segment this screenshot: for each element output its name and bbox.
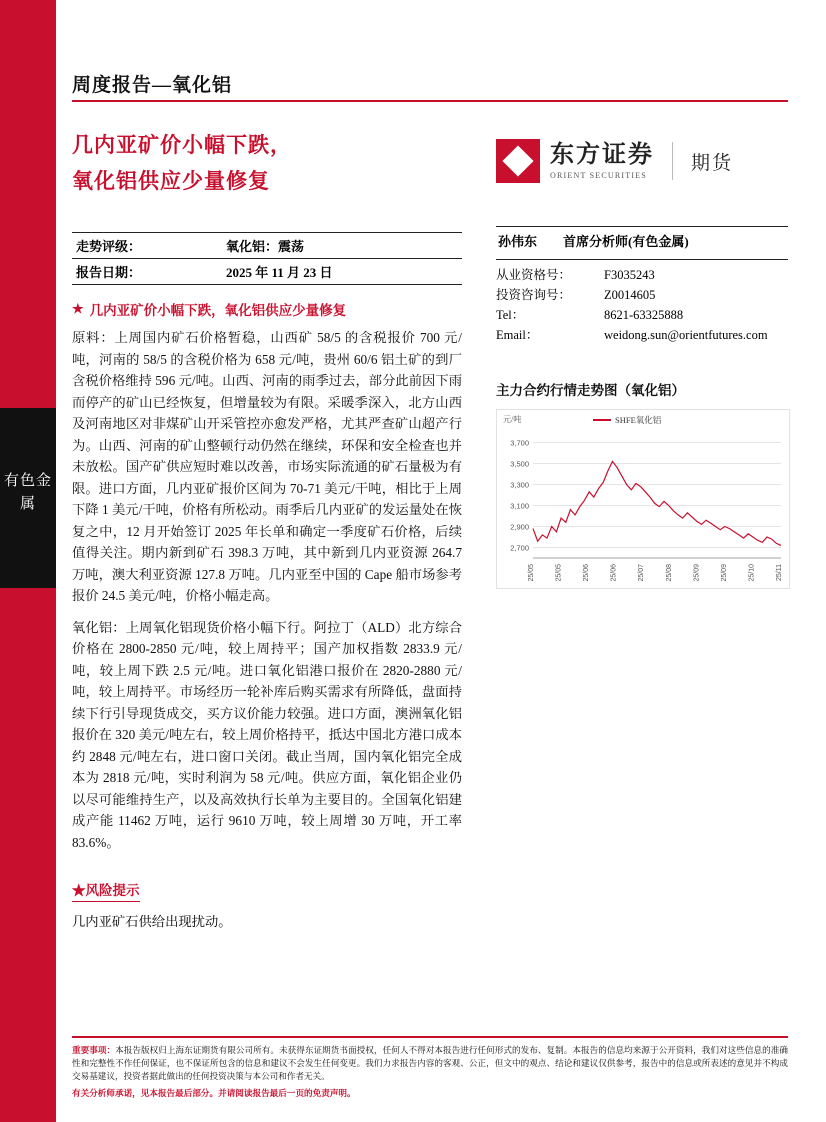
section-heading-label: 几内亚矿价小幅下跌，氧化铝供应少量修复	[89, 303, 347, 318]
tel-key: Tel：	[496, 308, 525, 322]
svg-text:25/09: 25/09	[720, 564, 728, 582]
report-header	[72, 70, 788, 97]
disclaimer-body: 本报告版权归上海东证期货有限公司所有。未获得东证期货书面授权，任何人不得对本报告进行任何形式的发布、复制。本报告的信息均来源于公开资料，我们对这些信息的准确性和完整性不作任何保证，也不保证所包含的信息和建议不会发生任何变更。我们力求报告内容的客观、公正，但文中的观点、结论和建议仅供参考，报告中的信息或所表述的意见并不构成交易基建议，投资者据此做出的任何投资决策与本公司和作者无关。	[72, 1045, 788, 1081]
risk-body: 几内亚矿石供给出现扰动。	[72, 914, 232, 929]
risk-heading: ★风险提示	[72, 879, 140, 902]
disclaimer	[72, 1044, 788, 1100]
svg-text:25/07: 25/07	[638, 564, 646, 582]
consult-key: 投资咨询号：	[496, 288, 572, 302]
svg-text:3,700: 3,700	[510, 438, 529, 448]
svg-text:25/11: 25/11	[776, 564, 783, 581]
section-body	[72, 327, 462, 853]
legend-label: SHFE氧化铝	[615, 415, 662, 425]
header-divider	[72, 100, 788, 102]
table-row	[72, 233, 462, 259]
star-icon: ★	[72, 301, 84, 316]
chart-canvas	[497, 410, 789, 588]
svg-text:2,700: 2,700	[510, 543, 529, 553]
breadcrumb: 周度报告—氧化铝	[72, 75, 233, 96]
chart-unit-label: 元/吨	[503, 415, 522, 424]
list-item	[496, 325, 788, 345]
svg-text:25/09: 25/09	[693, 564, 701, 582]
list-item	[496, 305, 788, 325]
email-value[interactable]: weidong.sun@orientfutures.com	[604, 328, 768, 342]
meta-value-rating: 氧化铝：震荡	[226, 239, 305, 254]
email-key: Email：	[496, 328, 539, 342]
svg-text:25/06: 25/06	[583, 564, 591, 582]
disclaimer-last-line: 有关分析师承诺，见本报告最后部分。并请阅读报告最后一页的免责声明。	[72, 1088, 356, 1098]
table-row	[72, 259, 462, 284]
svg-text:25/05: 25/05	[528, 564, 535, 582]
analyst-details	[496, 260, 788, 345]
sidebar-category-block	[0, 408, 56, 588]
qual-value: F3035243	[604, 268, 655, 282]
brand-name-cn: 东方证券	[550, 142, 654, 168]
svg-text:3,500: 3,500	[510, 459, 529, 469]
main-column	[72, 116, 462, 932]
svg-text:25/06: 25/06	[610, 564, 618, 582]
meta-value-date: 2025 年 11 月 23 日	[226, 265, 333, 280]
paragraph-alumina: 氧化铝：上周氧化铝现货价格小幅下行。阿拉丁（ALD）北方综合价格在 2800-2850 元/吨，较上周持平；国产加权指数 2833.9 元/吨，较上周下跌 2.5 元/吨。进口氧化铝港口报价在 2820-2880 元/吨，较上周持平。市场经历一轮补库后购买需求有所降低，盘面持续下行引导现货成交，买方议价能力较强。进口方面，澳洲氧化铝报价在 320 美元/吨左右，较上周价格持平，抵达中国北方港口成本约 2848 元/吨左右，进口窗口关闭。截止当周，国内氧化铝完全成本为 2818 元/吨，实时利润为 58 元/吨。供应方面，氧化铝企业仍以尽可能维持生产，以及高效执行长单为主要目的。全国氧化铝建成产能 11462 万吨，运行 9610 万吨，较上周增 30 万吨，开工率 83.6%。	[72, 619, 462, 850]
chart-title: 主力合约行情走势图（氧化铝）	[496, 383, 685, 398]
page-body	[56, 0, 826, 1122]
brand-name-en: ORIENT SECURITIES	[550, 171, 647, 180]
left-sidebar	[0, 0, 56, 1122]
analyst-header	[496, 227, 788, 255]
meta-table	[72, 232, 462, 285]
disclaimer-lead: 重要事项：	[72, 1045, 116, 1055]
list-item	[496, 285, 788, 305]
page-title-line1: 几内亚矿价小幅下跌，	[72, 133, 292, 157]
brand-subname: 期货	[691, 152, 734, 174]
svg-text:25/05: 25/05	[555, 564, 563, 582]
paragraph-raw-material: 原料：上周国内矿石价格暂稳，山西矿 58/5 的含税报价 700 元/吨，河南的 58/5 的含税价格为 658 元/吨，贵州 60/6 铝土矿的到厂含税价格维持 596 元/吨。山西、河南的雨季过去，部分此前因下雨而停产的矿山已经恢复，但增量较为有限。采暖季深入，北方山西及河南地区对非煤矿山开采管控亦愈发严格，尤其严查矿山超产行为。山西、河南的矿山整顿行动仍然在继续，环保和安全检查也并未放松。国产矿供应短时难以改善，市场实际流通的矿石量极为有限。进口方面，几内亚矿报价区间为 70-71 美元/干吨，相比于上周下降 1 美元/干吨，价格有所松动。雨季后几内亚矿的发运量处在恢复之中，12 月开始签订 2025 年长单和确定一季度矿石价格，后续值得关注。期内新到矿石 398.3 万吨，其中新到几内亚资源 264.7 万吨，澳大利亚资源 127.8 万吨。几内亚至中国的 Cape 船市场参考报价 24.5 美元/吨，价格小幅走高。	[72, 330, 462, 603]
meta-key-date: 报告日期：	[76, 265, 142, 280]
disclaimer-divider	[72, 1036, 788, 1038]
orient-logo-icon	[496, 139, 540, 183]
qual-key: 从业资格号：	[496, 268, 572, 282]
list-item	[496, 265, 788, 285]
tel-value: 8621-63325888	[604, 308, 684, 322]
svg-text:25/08: 25/08	[665, 564, 673, 582]
side-column	[496, 116, 788, 589]
price-chart	[496, 409, 790, 589]
logo-divider	[672, 142, 673, 180]
svg-text:3,300: 3,300	[510, 480, 529, 490]
svg-text:2,900: 2,900	[510, 522, 529, 532]
sidebar-category-label: 有色金属	[3, 473, 52, 512]
svg-text:25/10: 25/10	[748, 564, 756, 582]
analyst-name: 孙伟东	[498, 234, 538, 249]
section-heading	[72, 299, 462, 319]
consult-value: Z0014605	[604, 288, 656, 302]
svg-text:3,100: 3,100	[510, 501, 529, 511]
page-title-line2: 氧化铝供应少量修复	[72, 169, 270, 193]
meta-key-rating: 走势评级：	[76, 239, 142, 254]
brand-logo	[496, 116, 788, 200]
analyst-role: 首席分析师(有色金属)	[563, 234, 689, 249]
